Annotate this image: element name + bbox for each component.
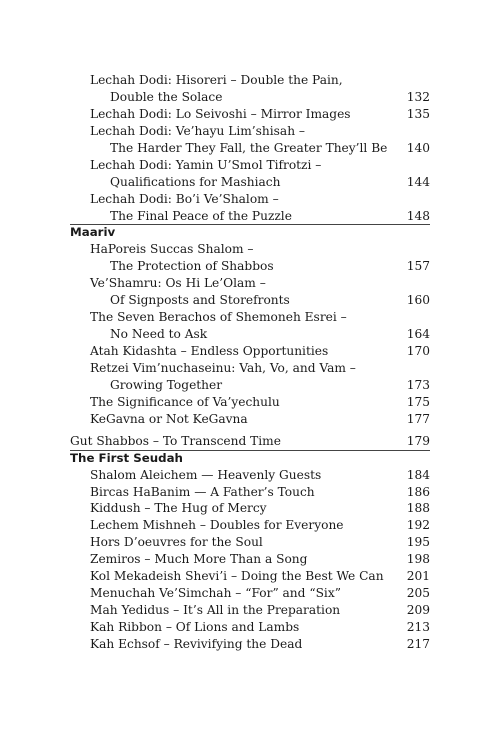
toc-entry (0, 326, 500, 343)
toc-entry-title: Of Signposts and Storefronts (110, 293, 290, 308)
toc-entry-title: KeGavna or Not KeGavna (90, 411, 248, 426)
toc-entry-title: Shalom Aleichem — Heavenly Guests (90, 467, 322, 482)
toc-entry (0, 360, 500, 377)
toc-page-number: 192 (406, 518, 430, 533)
toc-entry-title: The Protection of Shabbos (110, 259, 274, 274)
toc-entry-title: Kah Ribbon – Of Lions and Lambs (90, 620, 300, 634)
toc-entry (0, 275, 500, 292)
toc-page-number: 201 (406, 569, 430, 584)
toc-entry-title: Atah Kidashta – Endless Opportunities (90, 344, 329, 358)
toc-page-number: 213 (406, 620, 430, 634)
toc-entry-title: Bircas HaBanim — A Father’s Touch (90, 484, 315, 499)
toc-page-number: 209 (406, 603, 430, 618)
toc-entry (0, 140, 500, 157)
toc-page-number: 135 (406, 106, 430, 121)
toc-entry (0, 157, 500, 174)
toc-entry-title: HaPoreis Succas Shalom – (90, 242, 254, 257)
toc-entry-title: Growing Together (110, 377, 223, 392)
toc-entry (0, 467, 500, 484)
section-divider (70, 450, 430, 451)
toc-entry (0, 377, 500, 394)
toc-entry-title: Ve’Shamru: Os Hi Le’Olam – (90, 276, 266, 291)
toc-entry-title: Mah Yedidus – It’s All in the Preparation (90, 603, 341, 618)
section-heading (0, 450, 500, 467)
toc-entry (0, 292, 500, 309)
toc-entry (0, 106, 500, 123)
toc-page-number: 160 (406, 293, 430, 308)
toc-page-number: 217 (406, 636, 430, 651)
toc-page-number: 173 (406, 377, 430, 392)
toc-entry-title: Gut Shabbos – To Transcend Time (70, 433, 281, 448)
toc-entry (0, 585, 500, 602)
toc-entry-title: Lechah Dodi: Yamin U’Smol Tifrotzi – (90, 157, 322, 172)
toc-entry-title: Lechah Dodi: Hisoreri – Double the Pain, (90, 73, 343, 87)
toc-page-number: 205 (406, 586, 430, 601)
toc-entry (0, 241, 500, 258)
toc-entry (0, 309, 500, 326)
toc-page-number: 132 (406, 89, 430, 104)
toc-entry (0, 636, 500, 653)
toc-entry (0, 89, 500, 106)
toc-entry (0, 394, 500, 411)
toc-entry-title: The Significance of Va’yechulu (90, 394, 280, 409)
toc-entry (0, 619, 500, 636)
toc-page-number: 157 (406, 259, 430, 274)
toc-entry-title: Zemiros – Much More Than a Song (90, 552, 308, 567)
section-divider (70, 224, 430, 225)
toc-entry-title: The Harder They Fall, the Greater They’ll Be (110, 140, 388, 155)
table-of-contents (0, 72, 500, 653)
toc-page-number: 177 (406, 411, 430, 426)
toc-entry-title: The Final Peace of the Puzzle (110, 208, 292, 223)
toc-entry (0, 433, 500, 450)
toc-page-number: 164 (406, 327, 430, 342)
toc-page-number: 198 (406, 552, 430, 567)
toc-entry-title: Kiddush – The Hug of Mercy (90, 501, 267, 516)
toc-entry (0, 534, 500, 551)
toc-page-number: 186 (406, 484, 430, 499)
section-heading-text: Maariv (70, 225, 116, 240)
toc-page-number: 144 (406, 174, 430, 189)
toc-entry (0, 484, 500, 501)
toc-entry (0, 568, 500, 585)
toc-entry (0, 517, 500, 534)
toc-entry (0, 123, 500, 140)
toc-entry (0, 191, 500, 208)
toc-entry (0, 411, 500, 428)
toc-entry (0, 343, 500, 360)
toc-entry (0, 602, 500, 619)
toc-entry-title: Lechem Mishneh – Doubles for Everyone (90, 518, 344, 533)
toc-page-number: 175 (406, 394, 430, 409)
section-heading (0, 224, 500, 241)
toc-entry-title: No Need to Ask (110, 327, 208, 342)
toc-entry-title: Lechah Dodi: Bo’i Ve’Shalom – (90, 191, 279, 206)
toc-page-number: 140 (406, 140, 430, 155)
toc-page-number: 170 (406, 344, 430, 358)
toc-entry (0, 174, 500, 191)
section-heading-text: The First Seudah (70, 450, 183, 465)
toc-entry (0, 258, 500, 275)
toc-entry-title: Kol Mekadeish Shevi’i – Doing the Best We Can (90, 569, 384, 584)
toc-page-number: 195 (406, 535, 430, 550)
toc-entry (0, 551, 500, 568)
toc-entry-title: Lechah Dodi: Lo Seivoshi – Mirror Images (90, 106, 351, 121)
toc-page-number: 184 (406, 467, 430, 482)
toc-page-number: 188 (406, 501, 430, 516)
toc-entry-title: Double the Solace (110, 89, 223, 104)
toc-entry-title: Menuchah Ve’Simchah – “For” and “Six” (90, 586, 341, 601)
toc-entry-title: Retzei Vim’nuchaseinu: Vah, Vo, and Vam – (90, 360, 356, 375)
toc-entry (0, 72, 500, 89)
toc-entry-title: Lechah Dodi: Ve’hayu Lim’shisah – (90, 123, 306, 138)
toc-entry (0, 500, 500, 517)
toc-entry (0, 208, 500, 225)
toc-entry-title: The Seven Berachos of Shemoneh Esrei – (90, 310, 347, 325)
toc-entry-title: Qualifications for Mashiach (110, 174, 281, 189)
toc-page-number: 148 (406, 208, 430, 223)
toc-entry-title: Hors D’oeuvres for the Soul (90, 535, 263, 550)
toc-page-number: 179 (406, 433, 430, 448)
toc-entry-title: Kah Echsof – Revivifying the Dead (90, 636, 303, 651)
